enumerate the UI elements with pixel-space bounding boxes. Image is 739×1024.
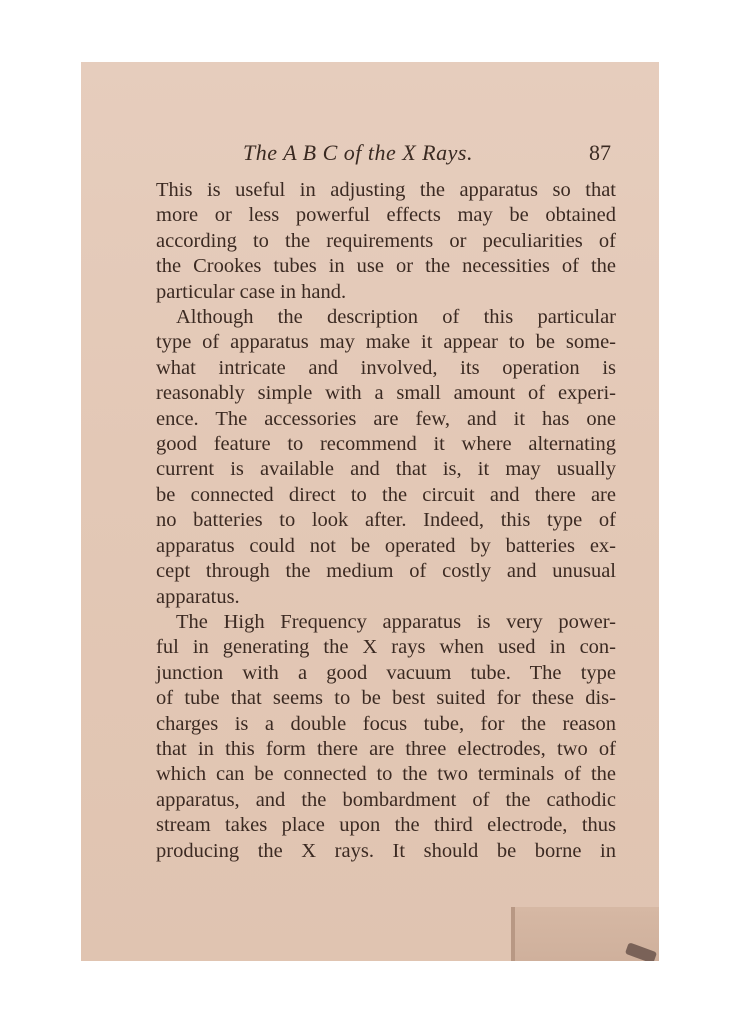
scanned-page: [81, 62, 659, 961]
body-text: [156, 178, 616, 864]
text-line: that in this form there are three electrodes, two of: [156, 737, 616, 760]
text-line: junction with a good vacuum tube. The type: [156, 661, 616, 684]
text-line: stream takes place upon the third electrode, thus: [156, 814, 616, 837]
page-header: [81, 140, 659, 170]
text-line: reasonably simple with a small amount of experi-: [156, 382, 616, 405]
running-title: The A B C of the X Rays.: [243, 140, 473, 165]
text-line: of tube that seems to be best suited for these dis-: [156, 687, 616, 710]
text-line: current is available and that is, it may usually: [156, 458, 616, 481]
text-line: ful in generating the X rays when used in con-: [156, 636, 616, 659]
text-line: type of apparatus may make it appear to be some-: [156, 331, 616, 354]
text-line: This is useful in adjusting the apparatus so that: [156, 179, 616, 201]
text-line: what intricate and involved, its operation is: [156, 356, 616, 379]
text-line: producing the X rays. It should be borne in: [156, 839, 616, 862]
text-line: ence. The accessories are few, and it has one: [156, 407, 616, 430]
text-line: cept through the medium of costly and unusual: [156, 560, 616, 583]
text-line: no batteries to look after. Indeed, this type of: [156, 509, 616, 532]
text-line: according to the requirements or peculiarities of: [156, 229, 616, 252]
scan-shadow-edge: [511, 907, 515, 961]
text-line: particular case in hand.: [156, 280, 347, 303]
text-line: apparatus.: [156, 585, 240, 608]
text-line: The High Frequency apparatus is very power-: [176, 610, 616, 633]
text-line: charges is a double focus tube, for the reason: [156, 712, 616, 735]
page-number: 87: [589, 140, 611, 165]
text-line: apparatus, and the bombardment of the cathodic: [156, 788, 616, 811]
text-line: be connected direct to the circuit and there are: [156, 483, 616, 506]
text-line: Although the description of this particular: [176, 306, 616, 329]
text-line: apparatus could not be operated by batteries ex-: [156, 534, 616, 557]
text-line: which can be connected to the two terminals of the: [156, 763, 616, 786]
text-line: the Crookes tubes in use or the necessities of the: [156, 255, 616, 278]
text-line: more or less powerful effects may be obtained: [156, 204, 616, 227]
text-line: good feature to recommend it where alternating: [156, 433, 616, 456]
